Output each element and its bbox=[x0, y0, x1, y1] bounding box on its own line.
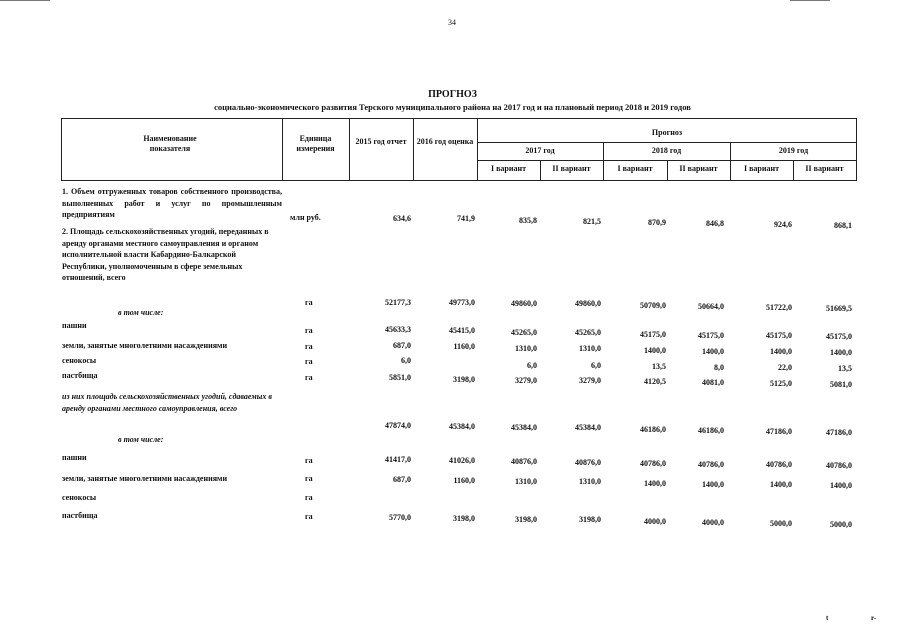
row-value: 46186,0 bbox=[698, 426, 724, 435]
row-value: 1400,0 bbox=[702, 480, 724, 489]
row-value: 687,0 bbox=[393, 475, 411, 484]
row-value: 687,0 bbox=[393, 341, 411, 350]
row-value: 3198,0 bbox=[579, 515, 601, 524]
row-value: 846,8 bbox=[706, 219, 724, 228]
row-value: 52177,3 bbox=[385, 298, 411, 307]
header-2019-variant-2: II вариант bbox=[805, 164, 844, 173]
row-label: сенокосы bbox=[62, 493, 97, 502]
row-value: 45633,3 bbox=[385, 325, 411, 334]
header-2019: 2019 год bbox=[778, 146, 809, 155]
row-value: 45265,0 bbox=[511, 328, 537, 337]
row-value: 868,1 bbox=[834, 221, 852, 230]
row-label: 2. Площадь сельскохозяйственных угодий, переданных в аренду органами местного самоуправления и органом исполнительной власти Кабардино-Балкарской Республики, уполномоченным в сфере земельных отношений, всего bbox=[62, 227, 269, 282]
row-value: 5000,0 bbox=[830, 520, 852, 529]
row-value: 1400,0 bbox=[770, 347, 792, 356]
header-col-line bbox=[413, 118, 414, 180]
header-col-line bbox=[61, 118, 62, 180]
row-label: пашни bbox=[62, 453, 87, 462]
row-value: 40786,0 bbox=[826, 461, 852, 470]
row-value: 40786,0 bbox=[640, 459, 666, 468]
row-value: 5000,0 bbox=[770, 519, 792, 528]
row-value: 45175,0 bbox=[640, 330, 666, 339]
row-value: 47186,0 bbox=[826, 428, 852, 437]
row-label: пастбища bbox=[62, 371, 98, 380]
row-unit: га bbox=[305, 298, 313, 307]
row-value: 45415,0 bbox=[449, 326, 475, 335]
row-label: в том числе: bbox=[118, 308, 164, 317]
footer-mark: t bbox=[826, 614, 829, 622]
page-number: 34 bbox=[448, 18, 456, 27]
row-label: в том числе: bbox=[118, 435, 164, 444]
row-value: 1310,0 bbox=[579, 477, 601, 486]
row-label: 1. Объем отгруженных товаров собственного производства, выполненных работ и услуг по промышленным предприятиям bbox=[62, 187, 282, 219]
row-value: 47186,0 bbox=[766, 427, 792, 436]
row-value: 1310,0 bbox=[579, 344, 601, 353]
row-value: 6,0 bbox=[401, 356, 411, 365]
header-2018: 2018 год bbox=[651, 146, 682, 155]
row-value: 40786,0 bbox=[698, 460, 724, 469]
row-value: 4000,0 bbox=[644, 517, 666, 526]
header-line-years bbox=[477, 142, 857, 143]
row-label: земли, занятые многолетними насаждениями bbox=[62, 474, 228, 483]
footer-mark: r- bbox=[871, 614, 877, 622]
row-value: 45384,0 bbox=[449, 422, 475, 431]
row-value: 3198,0 bbox=[453, 514, 475, 523]
header-2017-variant-1: I вариант bbox=[490, 164, 527, 173]
row-unit: га bbox=[305, 456, 313, 465]
row-label: из них площадь сельскохозяйственных угодий, сдаваемых в аренду органами местного самоуправления, всего bbox=[62, 392, 272, 413]
row-value: 49773,0 bbox=[449, 298, 475, 307]
row-value: 45384,0 bbox=[511, 423, 537, 432]
row-value: 49860,0 bbox=[575, 299, 601, 308]
header-2016: 2016 год оценка bbox=[416, 137, 474, 146]
row-value: 41417,0 bbox=[385, 455, 411, 464]
row-value: 46186,0 bbox=[640, 425, 666, 434]
row-unit: га bbox=[305, 512, 313, 521]
row-unit: га bbox=[305, 326, 313, 335]
row-value: 5125,0 bbox=[770, 379, 792, 388]
header-2017: 2017 год bbox=[525, 146, 555, 155]
row-value: 1160,0 bbox=[453, 342, 475, 351]
header-2015: 2015 год отчет bbox=[355, 137, 407, 146]
row-value: 8,0 bbox=[714, 363, 724, 372]
row-value: 22,0 bbox=[778, 363, 792, 372]
row-value: 1400,0 bbox=[644, 479, 666, 488]
row-value: 41026,0 bbox=[449, 456, 475, 465]
row-value: 1400,0 bbox=[830, 348, 852, 357]
row-unit: га bbox=[305, 474, 313, 483]
row-value: 634,6 bbox=[393, 214, 411, 223]
row-value: 13,5 bbox=[838, 364, 852, 373]
row-value: 50664,0 bbox=[698, 302, 724, 311]
row-label: пастбища bbox=[62, 511, 98, 520]
scan-edge-mark-left bbox=[0, 0, 50, 1]
row-value: 870,9 bbox=[648, 218, 666, 227]
header-col-line bbox=[349, 118, 350, 180]
scan-edge-mark-right bbox=[790, 0, 830, 1]
row-value: 47874,0 bbox=[385, 421, 411, 430]
header-2018-variant-2: II вариант bbox=[679, 164, 718, 173]
row-value: 50709,0 bbox=[640, 301, 666, 310]
row-unit: га bbox=[305, 373, 313, 382]
document-title: ПРОГНОЗ bbox=[428, 89, 477, 100]
header-2017-variant-2: II вариант bbox=[552, 164, 591, 173]
row-value: 5770,0 bbox=[389, 513, 411, 522]
row-value: 3279,0 bbox=[515, 376, 537, 385]
row-value: 741,9 bbox=[457, 214, 475, 223]
row-value: 40786,0 bbox=[766, 460, 792, 469]
row-value: 4000,0 bbox=[702, 518, 724, 527]
row-value: 924,6 bbox=[774, 220, 792, 229]
row-value: 40876,0 bbox=[575, 458, 601, 467]
row-value: 6,0 bbox=[527, 361, 537, 370]
row-unit: млн руб. bbox=[290, 213, 321, 222]
row-value: 1400,0 bbox=[770, 480, 792, 489]
row-value: 45384,0 bbox=[575, 423, 601, 432]
table-top-border bbox=[61, 118, 857, 119]
row-label: сенокосы bbox=[62, 356, 97, 365]
row-value: 4081,0 bbox=[702, 378, 724, 387]
row-value: 4120,5 bbox=[644, 377, 666, 386]
header-2018-variant-1: I вариант bbox=[617, 164, 653, 173]
row-value: 51722,0 bbox=[766, 303, 792, 312]
header-forecast: Прогноз bbox=[651, 128, 683, 137]
row-value: 821,5 bbox=[583, 217, 601, 226]
row-value: 3279,0 bbox=[579, 376, 601, 385]
row-value: 1400,0 bbox=[830, 481, 852, 490]
row-value: 3198,0 bbox=[453, 375, 475, 384]
row-value: 5081,0 bbox=[830, 380, 852, 389]
row-value: 45175,0 bbox=[826, 332, 852, 341]
row-value: 6,0 bbox=[591, 361, 601, 370]
row-value: 51669,5 bbox=[826, 304, 852, 313]
header-bottom-border bbox=[61, 180, 857, 181]
row-value: 835,8 bbox=[519, 216, 537, 225]
row-value: 3198,0 bbox=[515, 515, 537, 524]
row-value: 45265,0 bbox=[575, 328, 601, 337]
row-value: 1400,0 bbox=[644, 346, 666, 355]
row-value: 5851,0 bbox=[389, 373, 411, 382]
document-subtitle: социально-экономического развития Терского муниципального района на 2017 год и на плановый период 2018 и 2019 годов bbox=[214, 102, 691, 112]
row-value: 49860,0 bbox=[511, 299, 537, 308]
row-value: 13,5 bbox=[652, 362, 666, 371]
row-value: 1400,0 bbox=[702, 347, 724, 356]
row-unit: га bbox=[305, 493, 313, 502]
row-unit: га bbox=[305, 357, 313, 366]
header-2019-variant-1: I вариант bbox=[743, 164, 780, 173]
row-unit: га bbox=[305, 342, 313, 351]
header-unit: Единица измерения bbox=[296, 134, 335, 153]
row-value: 40876,0 bbox=[511, 457, 537, 466]
row-value: 45175,0 bbox=[698, 331, 724, 340]
row-label: пашни bbox=[62, 321, 87, 330]
header-col-line bbox=[282, 118, 283, 180]
header-indicator-name: Наименование показателя bbox=[143, 134, 197, 153]
row-value: 1310,0 bbox=[515, 477, 537, 486]
row-value: 45175,0 bbox=[766, 331, 792, 340]
row-value: 1160,0 bbox=[453, 476, 475, 485]
row-value: 1310,0 bbox=[515, 344, 537, 353]
row-label: земли, занятые многолетними насаждениями bbox=[62, 341, 228, 350]
